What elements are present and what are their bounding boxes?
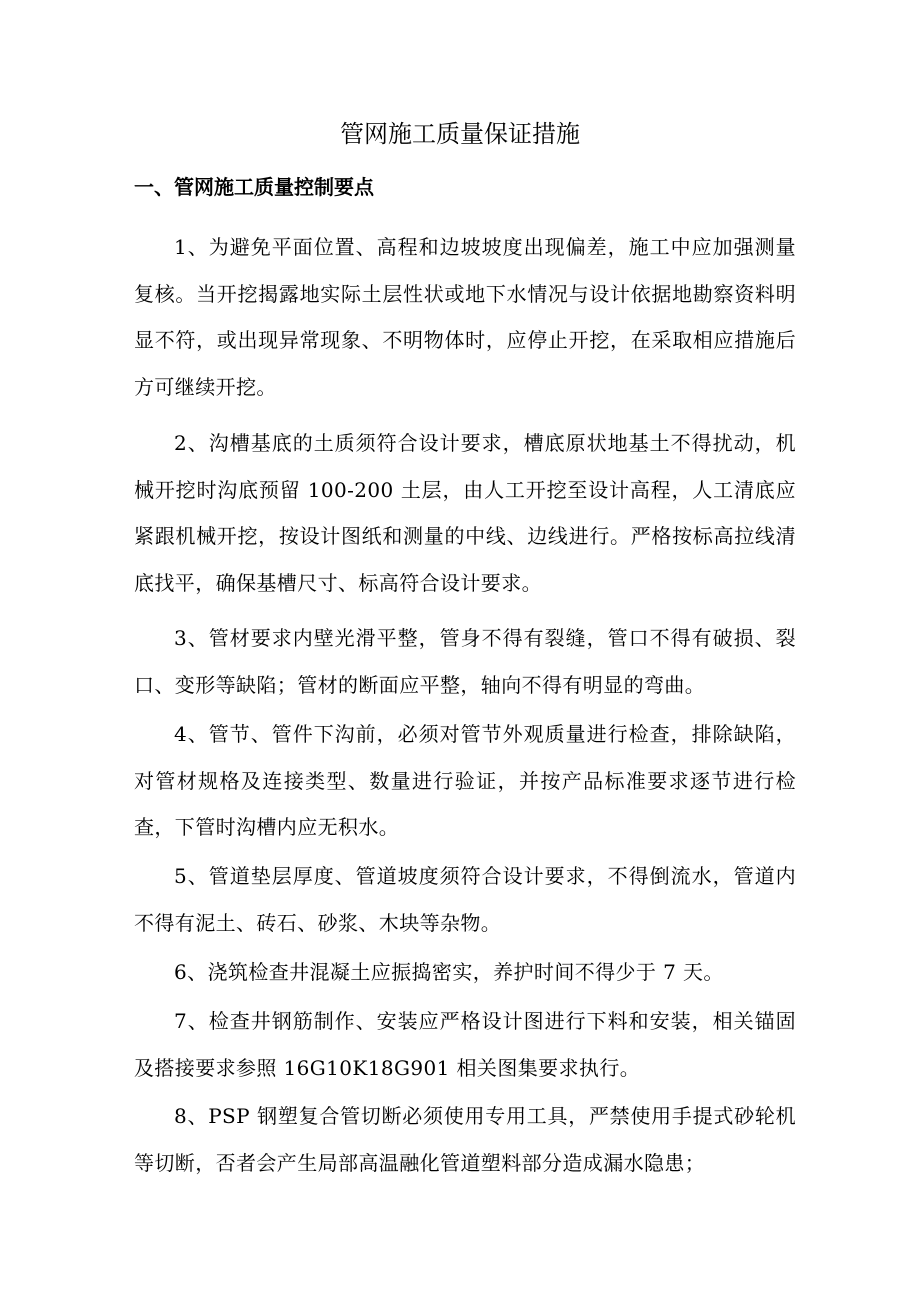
paragraph-8: 8、PSP 钢塑复合管切断必须使用专用工具，严禁使用手提式砂轮机等切断，否者会产生局部高温融化管道塑料部分造成漏水隐患；: [134, 1104, 796, 1175]
paragraph-5: 5、管道垫层厚度、管道坡度须符合设计要求，不得倒流水，管道内不得有泥土、砖石、砂浆、木块等杂物。: [134, 864, 796, 935]
paragraph-4: 4、管节、管件下沟前，必须对管节外观质量进行检查，排除缺陷，对管材规格及连接类型、数量进行验证，并按产品标准要求逐节进行检查，下管时沟槽内应无积水。: [134, 722, 796, 839]
section-heading: 一、管网施工质量控制要点: [134, 175, 374, 199]
paragraph-6: 6、浇筑检查井混凝土应振捣密实，养护时间不得少于 7 天。: [174, 960, 724, 984]
paragraph-2: 2、沟槽基底的土质须符合设计要求，槽底原状地基土不得扰动，机械开挖时沟底预留 100-200 土层，由人工开挖至设计高程，人工清底应紧跟机械开挖，按设计图纸和测量的中线、边线进行。严格按标高拉线清底找平，确保基槽尺寸、标高符合设计要求。: [134, 431, 796, 595]
paragraph-7: 7、检查井钢筋制作、安装应严格设计图进行下料和安装，相关锚固及搭接要求参照 16G10K18G901 相关图集要求执行。: [134, 1009, 796, 1080]
paragraph-3: 3、管材要求内壁光滑平整，管身不得有裂缝，管口不得有破损、裂口、变形等缺陷；管材的断面应平整，轴向不得有明显的弯曲。: [134, 626, 796, 697]
page-title: 管网施工质量保证措施: [340, 120, 580, 148]
paragraph-1: 1、为避免平面位置、高程和边坡坡度出现偏差，施工中应加强测量复核。当开挖揭露地实际土层性状或地下水情况与设计依据地勘察资料明显不符，或出现异常现象、不明物体时，应停止开挖，在采取相应措施后方可继续开挖。: [134, 235, 796, 399]
